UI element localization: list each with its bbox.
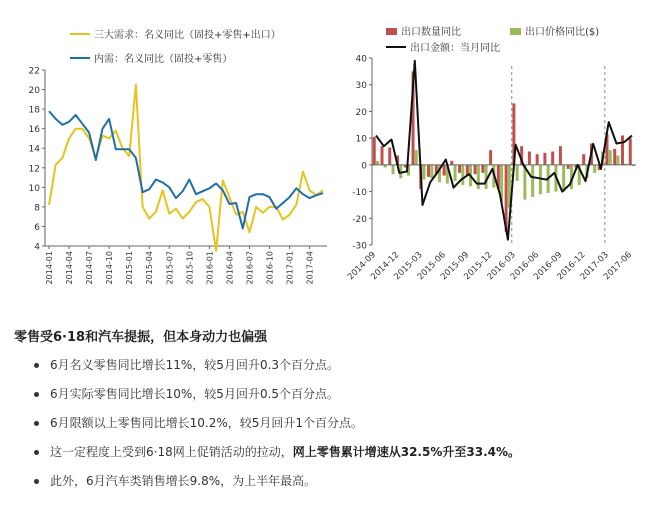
y-tick-label: -10 — [352, 188, 367, 199]
x-tick-label: 2016-09 — [532, 250, 565, 283]
y-tick-label: 18 — [28, 105, 40, 116]
legend-label: 出口价格同比($) — [525, 27, 600, 38]
bar — [454, 165, 457, 181]
export-growth-chart — [334, 0, 668, 300]
bar — [562, 165, 565, 192]
y-tick-label: 20 — [355, 107, 367, 118]
bar — [481, 165, 484, 173]
bar — [450, 161, 453, 165]
list-item — [34, 445, 520, 474]
y-tick-label: 4 — [34, 242, 40, 253]
list-item — [34, 387, 520, 416]
bar — [609, 150, 612, 165]
bullet-text: 6月限额以上零售同比增长10.2%，较5月回升1个百分点。 — [50, 416, 364, 430]
bar — [443, 165, 446, 176]
bullet-text: 此外，6月汽车类销售增长9.8%，为上半年最高。 — [50, 474, 317, 488]
bar — [388, 147, 391, 164]
bar — [613, 149, 616, 165]
bar — [543, 153, 546, 165]
y-tick-label: 10 — [28, 183, 40, 194]
x-tick-label: 2015-04 — [145, 251, 155, 285]
bullet-icon — [34, 479, 39, 484]
y-tick-label: 14 — [28, 144, 40, 155]
bullet-icon — [34, 450, 39, 455]
x-tick-label: 2015-09 — [439, 250, 472, 283]
bar — [381, 146, 384, 165]
y-tick-label: 20 — [28, 86, 40, 97]
x-tick-label: 2017-04 — [305, 251, 315, 285]
y-tick-label: 22 — [28, 66, 40, 77]
bar — [559, 146, 562, 165]
bar — [593, 165, 596, 173]
domestic-demand-chart — [0, 0, 334, 300]
bar — [536, 154, 539, 165]
y-tick-label: -30 — [352, 241, 367, 252]
legend-label: 出口数量同比 — [401, 27, 461, 38]
legend-swatch — [386, 28, 397, 35]
bar — [373, 137, 376, 165]
y-tick-label: -20 — [352, 214, 367, 225]
bar — [423, 165, 426, 180]
article-section — [0, 312, 668, 510]
y-tick-label: 40 — [355, 54, 367, 65]
x-tick-label: 2015-07 — [165, 251, 175, 285]
bar — [415, 150, 418, 165]
y-tick-label: 30 — [355, 81, 367, 92]
bullet-icon — [34, 363, 39, 368]
bullet-text: 这一定程度上受到6·18网上促销活动的拉动， — [50, 445, 293, 459]
bar — [474, 165, 477, 174]
list-item — [34, 416, 520, 445]
x-tick-label: 2014-09 — [345, 250, 379, 283]
legend-swatch — [510, 28, 521, 35]
bullet-text: 6月实际零售同比增长10%，较5月回升0.5个百分点。 — [50, 387, 340, 401]
x-tick-label: 2014-10 — [105, 251, 115, 285]
legend-label: 出口金额：当月同比 — [410, 43, 500, 54]
bullet-text: 6月名义零售同比增长11%，较5月回升0.3个百分点。 — [50, 358, 340, 372]
series-line — [49, 111, 323, 228]
bar — [621, 135, 624, 164]
legend-label: 三大需求：名义同比（固投+零售+出口） — [94, 30, 281, 41]
bar — [567, 165, 570, 169]
x-tick-label: 2016-04 — [225, 251, 235, 285]
bullet-bold-text: 网上零售累计增速从32.5%升至33.4%。 — [292, 445, 520, 459]
legend-label: 内需：名义同比（固投+零售） — [94, 54, 233, 65]
x-tick-label: 2016-01 — [205, 251, 215, 285]
x-tick-label: 2017-06 — [601, 250, 635, 283]
y-tick-label: 12 — [28, 164, 40, 175]
x-tick-label: 2017-03 — [578, 250, 611, 283]
bar — [461, 165, 464, 185]
x-tick-label: 2014-01 — [45, 251, 54, 285]
x-tick-label: 2015-12 — [462, 250, 495, 283]
x-tick-label: 2015-10 — [185, 251, 195, 285]
article-heading: 零售受6·18和汽车提振，但本身动力也偏强 — [14, 330, 268, 345]
bar — [531, 165, 534, 197]
bar — [489, 150, 492, 165]
x-tick-label: 2016-07 — [245, 250, 255, 285]
x-tick-label: 2015-01 — [125, 251, 135, 285]
bar — [516, 165, 519, 181]
x-tick-label: 2016-12 — [555, 250, 588, 283]
bullet-list — [34, 358, 520, 503]
bullet-icon — [34, 421, 39, 426]
bar — [616, 156, 619, 165]
x-tick-label: 2016-10 — [265, 251, 275, 285]
y-tick-label: 6 — [34, 222, 40, 233]
bar — [392, 165, 395, 174]
bar — [528, 152, 531, 165]
x-tick-label: 2015-03 — [392, 250, 425, 283]
bar — [629, 138, 632, 165]
x-tick-label: 2016-03 — [485, 250, 518, 283]
bar — [427, 165, 430, 177]
list-item — [34, 358, 520, 387]
series-line — [49, 85, 323, 251]
y-tick-label: 16 — [28, 125, 40, 136]
x-tick-label: 2015-06 — [415, 250, 448, 283]
x-tick-label: 2014-07 — [85, 251, 95, 285]
y-tick-label: 0 — [361, 161, 367, 172]
bullet-icon — [34, 392, 39, 397]
bar — [477, 165, 480, 189]
x-tick-label: 2016-06 — [508, 250, 542, 283]
x-tick-label: 2017-01 — [285, 251, 295, 285]
bar — [458, 165, 461, 173]
bar — [376, 161, 379, 165]
bar — [582, 154, 585, 165]
y-tick-label: 8 — [34, 203, 40, 214]
list-item — [34, 474, 520, 503]
bar — [551, 152, 554, 165]
bar — [430, 165, 433, 178]
x-tick-label: 2014-12 — [369, 250, 402, 283]
y-tick-label: 10 — [355, 134, 367, 145]
x-tick-label: 2014-04 — [65, 251, 75, 285]
